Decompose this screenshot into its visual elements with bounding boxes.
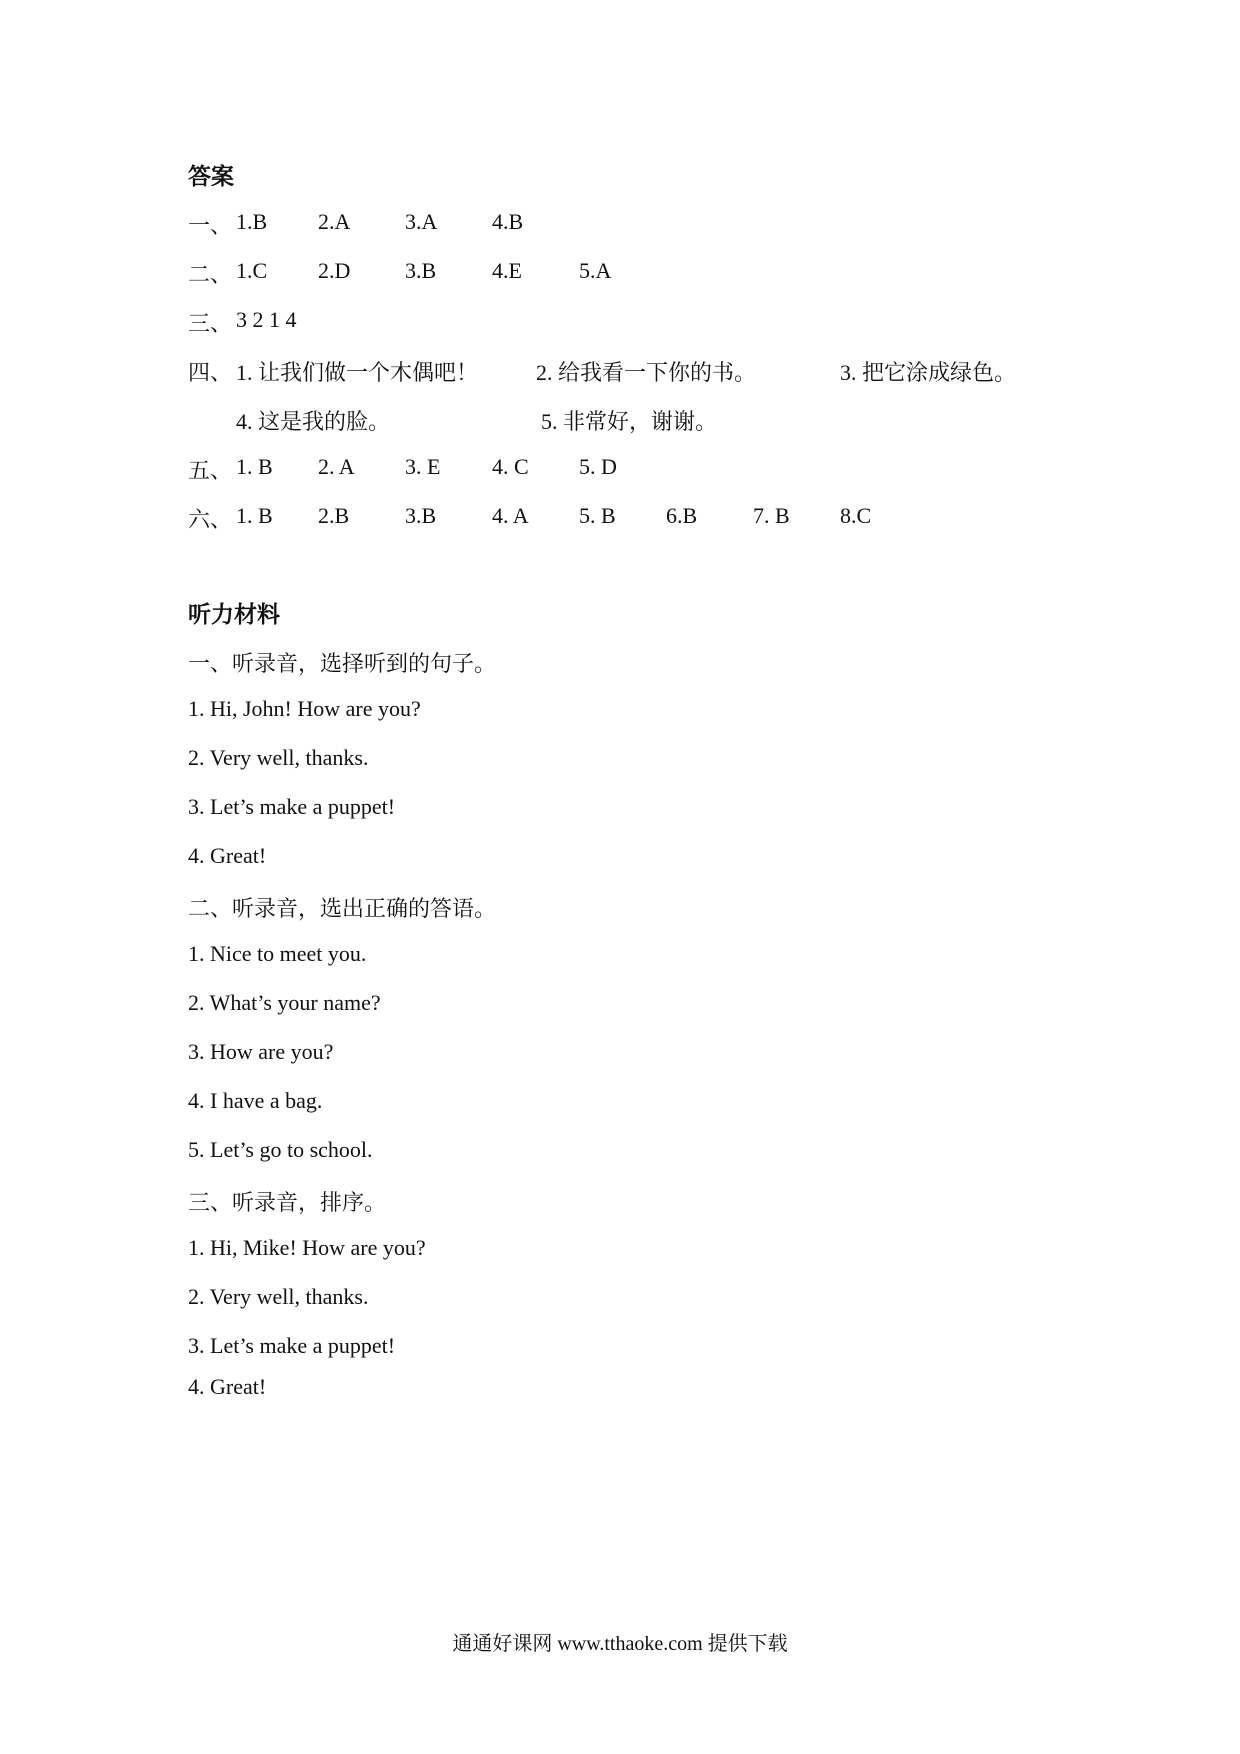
listening-sentence: 1. Hi, Mike! How are you? xyxy=(188,1235,426,1260)
answer-item: 4. 这是我的脸。 xyxy=(236,409,391,434)
listening-sentence: 1. Hi, John! How are you? xyxy=(188,696,421,721)
listening-sentence: 4. Great! xyxy=(188,843,267,868)
answer-row-number: 三、 xyxy=(188,311,233,336)
answer-item: 5. B xyxy=(579,503,616,528)
listening-section-title: 二、听录音，选出正确的答语。 xyxy=(188,896,497,921)
answer-item: 3.A xyxy=(405,209,438,234)
listening-section-title: 一、听录音，选择听到的句子。 xyxy=(188,651,497,676)
answer-item: 1.B xyxy=(236,209,268,234)
listening-sentence: 4. I have a bag. xyxy=(188,1088,323,1113)
listening-sentence: 3. Let’s make a puppet! xyxy=(188,794,396,819)
answer-item: 4. C xyxy=(492,454,529,479)
answer-item: 5. 非常好，谢谢。 xyxy=(541,409,718,434)
answer-item: 5. D xyxy=(579,454,617,479)
answer-row-number: 二、 xyxy=(188,262,233,287)
answer-item: 6.B xyxy=(666,503,698,528)
answer-item: 3. E xyxy=(405,454,441,479)
listening-sentence: 2. Very well, thanks. xyxy=(188,1284,369,1309)
answer-item: 2. 给我看一下你的书。 xyxy=(536,360,757,385)
answer-item: 3 2 1 4 xyxy=(236,307,297,332)
answer-item: 7. B xyxy=(753,503,790,528)
answer-item: 1. B xyxy=(236,454,273,479)
answer-item: 3.B xyxy=(405,258,437,283)
answer-item: 4. A xyxy=(492,503,529,528)
listening-sentence: 4. Great! xyxy=(188,1374,267,1399)
listening-heading: 听力材料 xyxy=(188,602,280,627)
answer-item: 5.A xyxy=(579,258,612,283)
answer-item: 2.D xyxy=(318,258,351,283)
answer-item: 3. 把它涂成绿色。 xyxy=(840,360,1017,385)
answer-row-number: 六、 xyxy=(188,507,233,532)
answer-item: 3.B xyxy=(405,503,437,528)
listening-sentence: 2. Very well, thanks. xyxy=(188,745,369,770)
answer-item: 4.B xyxy=(492,209,524,234)
listening-sentence: 1. Nice to meet you. xyxy=(188,941,367,966)
listening-sentence: 5. Let’s go to school. xyxy=(188,1137,373,1162)
listening-sentence: 3. Let’s make a puppet! xyxy=(188,1333,396,1358)
answer-item: 1.C xyxy=(236,258,268,283)
answer-item: 2. A xyxy=(318,454,355,479)
answer-item: 1. 让我们做一个木偶吧！ xyxy=(236,360,479,385)
answer-item: 1. B xyxy=(236,503,273,528)
answer-row-number: 四、 xyxy=(188,360,233,385)
answer-row-number: 一、 xyxy=(188,213,233,238)
listening-section-title: 三、听录音，排序。 xyxy=(188,1190,387,1215)
answer-item: 4.E xyxy=(492,258,522,283)
answer-item: 2.B xyxy=(318,503,350,528)
listening-sentence: 3. How are you? xyxy=(188,1039,334,1064)
listening-sentence: 2. What’s your name? xyxy=(188,990,381,1015)
answers-heading: 答案 xyxy=(188,164,234,189)
answer-item: 8.C xyxy=(840,503,872,528)
answer-item: 2.A xyxy=(318,209,351,234)
footer-credit: 通通好课网 www.tthaoke.com 提供下载 xyxy=(452,1633,788,1655)
answer-row-number: 五、 xyxy=(188,458,233,483)
